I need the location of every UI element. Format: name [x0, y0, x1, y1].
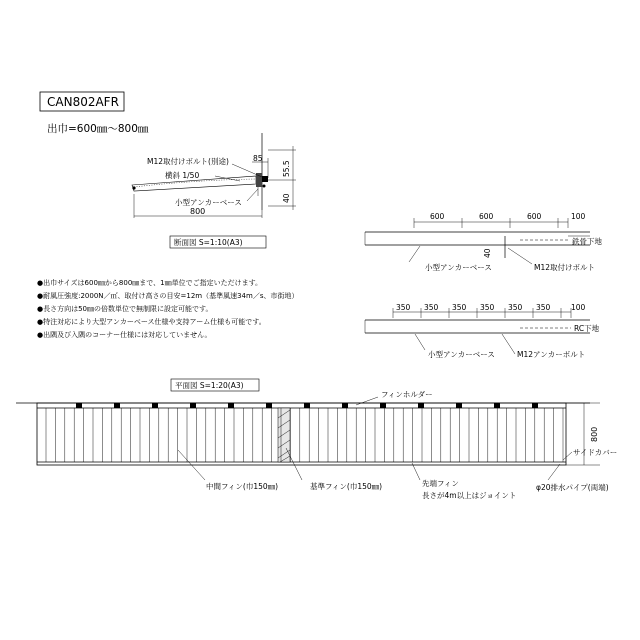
fin-holder-tick	[456, 403, 462, 408]
fin-holder-tick	[114, 403, 120, 408]
fin-holder-tick	[304, 403, 310, 408]
plan-dim-800: 800	[590, 426, 599, 442]
plan-tip-fin: 先端フィン	[422, 479, 459, 488]
section-base-label: 小型アンカーベース	[175, 198, 242, 207]
plan-drain-pipe: φ20排水パイプ(両端)	[536, 483, 609, 492]
rc-span-6: 350	[536, 303, 551, 312]
section-dim-40: 40	[282, 193, 291, 203]
rc-detail	[365, 308, 590, 354]
fin-holder-tick	[342, 403, 348, 408]
rc-base-label: 小型アンカーベース	[428, 350, 495, 359]
note-3: ●長さ方向は50㎜の倍数単位で無制限に設定可能です。	[37, 305, 213, 313]
model-code: CAN802AFR	[47, 95, 119, 109]
rc-ground-label: RC下地	[574, 324, 600, 333]
fin-holder-tick	[152, 403, 158, 408]
rc-dim-end: 100	[571, 303, 586, 312]
note-2: ●耐風圧強度:2000N／㎡、取付け高さの目安=12m（基準風速34m／s、市街地）	[37, 292, 299, 300]
plan-middle-fin: 中間フィン(巾150㎜)	[206, 482, 279, 491]
plan-caption: 平面図 S=1:20(A3)	[175, 381, 244, 390]
fin-holder-tick	[190, 403, 196, 408]
fin-holder-tick	[494, 403, 500, 408]
plan-side-cover: サイドカバー	[573, 448, 618, 457]
fin-holder-tick	[380, 403, 386, 408]
rc-bolt-label: M12アンカーボルト	[517, 350, 586, 359]
steel-dim-end: 100	[571, 212, 586, 221]
rc-span-2: 350	[424, 303, 439, 312]
fin-holder-tick	[228, 403, 234, 408]
steel-span-3: 600	[527, 212, 542, 221]
steel-dim-40: 40	[483, 248, 492, 258]
steel-ground-label: 鉄骨下地	[572, 237, 602, 246]
steel-bolt-label: M12取付けボルト	[534, 263, 596, 272]
rc-span-1: 350	[396, 303, 411, 312]
section-bolt-label: M12取付けボルト(別途)	[147, 157, 229, 166]
rc-span-4: 350	[480, 303, 495, 312]
plan-view	[16, 397, 600, 480]
note-5: ●出隅及び入隅のコーナー仕様には対応していません。	[37, 331, 212, 339]
section-width-dim: 800	[190, 207, 206, 216]
section-slope-label: 横斜 1/50	[165, 171, 200, 180]
fin-holder-tick	[266, 403, 272, 408]
fin-holder-tick	[532, 403, 538, 408]
note-1: ●出巾サイズは600㎜から800㎜まで、1㎜単位でご指定いただけます。	[37, 279, 263, 287]
width-range: 出巾=600㎜～800㎜	[47, 123, 149, 135]
section-dim-555: 55.5	[282, 160, 291, 177]
rc-span-5: 350	[508, 303, 523, 312]
steel-span-2: 600	[479, 212, 494, 221]
plan-fin-holder: フィンホルダー	[381, 390, 433, 399]
rc-span-3: 350	[452, 303, 467, 312]
section-caption: 断面図 S=1:10(A3)	[174, 238, 243, 247]
plan-reference-fin: 基準フィン(巾150㎜)	[310, 482, 383, 491]
fin-holder-tick	[76, 403, 82, 408]
plan-joint-note: 長さが4m以上はジョイント	[422, 491, 517, 500]
fin-holder-tick	[418, 403, 424, 408]
section-dim-85: 85	[253, 154, 263, 163]
steel-base-label: 小型アンカーベース	[425, 263, 492, 272]
steel-span-1: 600	[430, 212, 445, 221]
steel-detail	[365, 218, 590, 264]
note-4: ●特注対応により大型アンカーベース仕様や支持アーム仕様も可能です。	[37, 318, 266, 326]
